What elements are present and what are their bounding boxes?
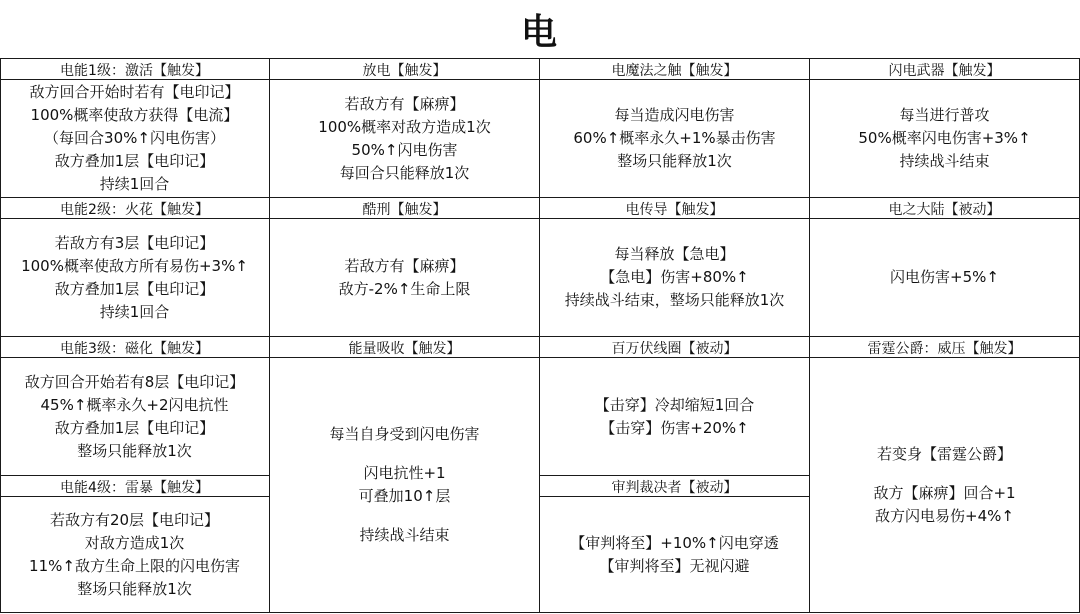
skill-desc-lightning-weapon bbox=[810, 80, 1079, 197]
skill-header-million-volt-coil: 百万伏线圈【被动】 bbox=[611, 340, 738, 357]
desc-line: 对敌方造成1次 bbox=[84, 533, 185, 552]
skill-header-conduction: 电传导【触发】 bbox=[625, 201, 724, 218]
desc-line: 整场只能释放1次 bbox=[77, 579, 192, 598]
skill-header-thunder-duke: 雷霆公爵：威压【触发】 bbox=[867, 340, 1022, 357]
desc-line: 闪电抗性+1 bbox=[363, 464, 446, 482]
desc-line: 每当进行普攻 bbox=[899, 106, 990, 124]
desc-line: 100%概率对敌方造成1次 bbox=[318, 117, 491, 136]
skill-header-electric-energy-3: 电能3级：磁化【触发】 bbox=[60, 340, 209, 357]
desc-line: 整场只能释放1次 bbox=[617, 152, 732, 170]
desc-line: 【急电】伤害+80%↑ bbox=[600, 268, 749, 286]
skill-header-electric-energy-1: 电能1级：激活【触发】 bbox=[60, 62, 209, 79]
skill-desc-judgment-arbiter bbox=[540, 497, 809, 612]
desc-line: 敌方【麻痹】回合+1 bbox=[873, 483, 1016, 502]
desc-line: 持续战斗结束，整场只能释放1次 bbox=[564, 291, 785, 309]
desc-line: 【审判将至】无视闪避 bbox=[599, 556, 750, 575]
skill-desc-electric-energy-4 bbox=[0, 497, 269, 612]
skill-header-discharge: 放电【触发】 bbox=[362, 62, 447, 79]
skill-desc-electric-continent bbox=[810, 219, 1079, 336]
desc-line: 50%↑闪电伤害 bbox=[351, 140, 458, 159]
desc-line: 敌方叠加1层【电印记】 bbox=[54, 152, 215, 170]
desc-line: 若敌方有【麻痹】 bbox=[344, 256, 465, 275]
skill-desc-conduction bbox=[540, 219, 809, 336]
desc-line: 60%↑概率永久+1%暴击伤害 bbox=[573, 129, 776, 147]
desc-line: 100%概率使敌方获得【电流】 bbox=[30, 106, 239, 124]
grid-line bbox=[0, 612, 1080, 613]
desc-line: 每当自身受到闪电伤害 bbox=[329, 425, 480, 443]
skill-desc-million-volt-coil bbox=[540, 358, 809, 475]
desc-line: 45%↑概率永久+2闪电抗性 bbox=[40, 395, 229, 414]
desc-line: 敌方闪电易伤+4%↑ bbox=[875, 506, 1014, 525]
desc-line: 若敌方有【麻痹】 bbox=[344, 94, 465, 113]
desc-line: 若敌方有3层【电印记】 bbox=[54, 233, 215, 252]
desc-line: 闪电伤害+5%↑ bbox=[890, 268, 999, 286]
desc-line: 100%概率使敌方所有易伤+3%↑ bbox=[21, 256, 248, 275]
desc-line: 敌方叠加1层【电印记】 bbox=[54, 418, 215, 437]
sheet-title: 电 bbox=[520, 10, 559, 53]
desc-line: 持续战斗结束 bbox=[899, 152, 990, 170]
skill-header-electric-magic-touch: 电魔法之触【触发】 bbox=[611, 62, 738, 79]
skill-header-judgment-arbiter: 审判裁决者【被动】 bbox=[611, 479, 738, 496]
skill-desc-electric-magic-touch bbox=[540, 80, 809, 197]
desc-line: 敌方-2%↑生命上限 bbox=[338, 279, 471, 298]
desc-line: 整场只能释放1次 bbox=[77, 441, 192, 460]
desc-line: 【审判将至】+10%↑闪电穿透 bbox=[570, 533, 779, 552]
desc-line: 持续1回合 bbox=[99, 175, 170, 193]
desc-line: 敌方回合开始若有8层【电印记】 bbox=[24, 372, 245, 391]
desc-line: 敌方叠加1层【电印记】 bbox=[54, 279, 215, 298]
skill-desc-electric-energy-3 bbox=[0, 358, 269, 475]
skill-header-torture: 酷刑【触发】 bbox=[362, 201, 447, 218]
desc-line: 每回合只能释放1次 bbox=[339, 163, 470, 182]
desc-line: 50%概率闪电伤害+3%↑ bbox=[858, 129, 1031, 147]
skill-desc-energy-absorb bbox=[270, 358, 539, 612]
desc-line: 若敌方有20层【电印记】 bbox=[49, 510, 220, 529]
desc-line: 11%↑敌方生命上限的闪电伤害 bbox=[29, 556, 240, 575]
desc-line: 每当释放【急电】 bbox=[614, 245, 735, 263]
desc-line: 【击穿】伤害+20%↑ bbox=[600, 418, 749, 437]
skill-desc-discharge bbox=[270, 80, 539, 197]
desc-line: 【击穿】冷却缩短1回合 bbox=[594, 395, 755, 414]
skill-desc-electric-energy-1 bbox=[0, 80, 269, 197]
skill-header-electric-continent: 电之大陆【被动】 bbox=[888, 201, 1001, 218]
skill-desc-thunder-duke bbox=[810, 358, 1079, 612]
skill-header-lightning-weapon: 闪电武器【触发】 bbox=[888, 62, 1001, 79]
skill-desc-electric-energy-2 bbox=[0, 219, 269, 336]
desc-line: 若变身【雷霆公爵】 bbox=[876, 444, 1012, 463]
desc-line: 可叠加10↑层 bbox=[358, 487, 451, 505]
skill-header-energy-absorb: 能量吸收【触发】 bbox=[348, 340, 461, 357]
desc-line: 持续战斗结束 bbox=[359, 526, 450, 544]
skill-header-electric-energy-4: 电能4级：雷暴【触发】 bbox=[60, 479, 209, 496]
desc-line: 持续1回合 bbox=[99, 302, 170, 321]
skill-desc-torture bbox=[270, 219, 539, 336]
skill-header-electric-energy-2: 电能2级：火花【触发】 bbox=[60, 201, 209, 218]
desc-line: （每回合30%↑闪电伤害） bbox=[44, 129, 225, 147]
desc-line: 敌方回合开始时若有【电印记】 bbox=[29, 83, 240, 101]
desc-line: 每当造成闪电伤害 bbox=[614, 106, 735, 124]
